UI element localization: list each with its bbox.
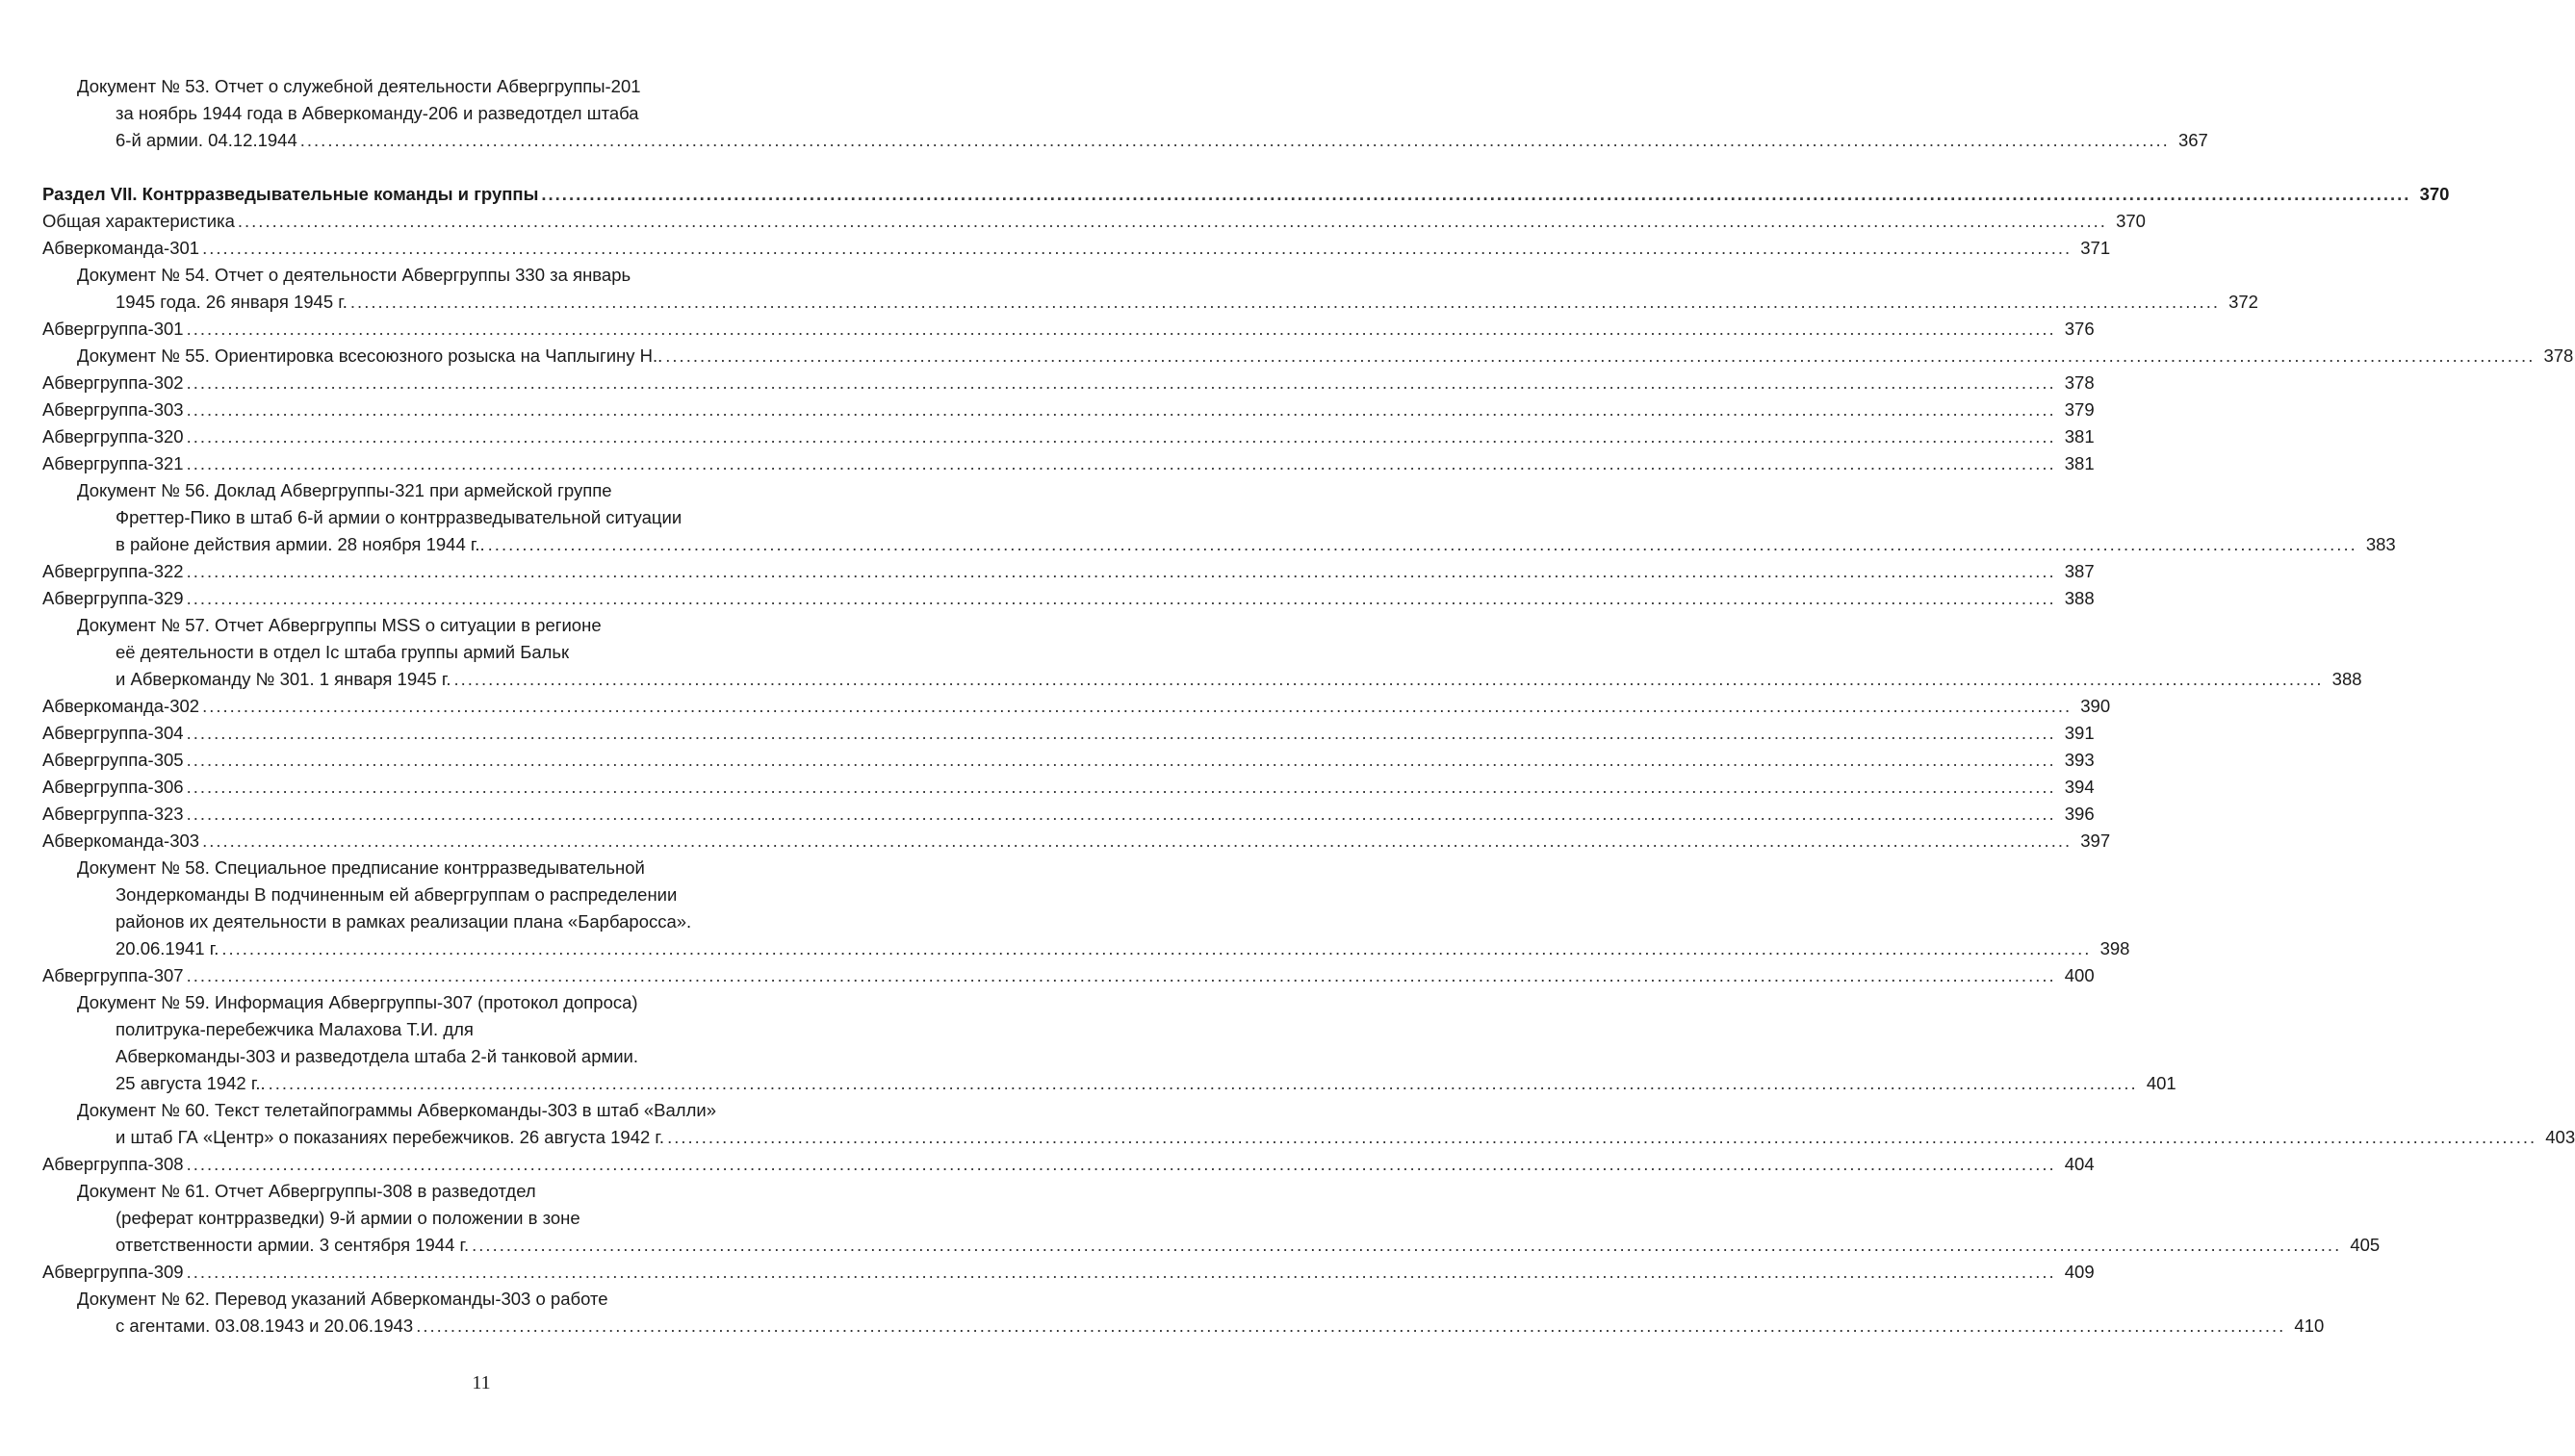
toc-document-entry bbox=[42, 262, 2258, 316]
toc-entry-text: Абверкоманда-301 bbox=[42, 238, 200, 258]
toc-section-entry bbox=[42, 801, 2095, 828]
toc-page-number: 388 bbox=[2331, 669, 2362, 689]
toc-line bbox=[42, 531, 2396, 558]
toc-line bbox=[42, 235, 2111, 262]
toc-entry-text: с агентами. 03.08.1943 и 20.06.1943 bbox=[116, 1316, 414, 1336]
toc-page-number: 400 bbox=[2064, 965, 2095, 985]
toc-entry-text: Документ № 53. Отчет о служебной деятельности Абвергруппы-201 bbox=[77, 76, 641, 96]
toc-entry-text: Документ № 61. Отчет Абвергруппы-308 в разведотдел bbox=[77, 1181, 536, 1201]
dot-leader bbox=[416, 1313, 2285, 1340]
toc-line bbox=[42, 262, 863, 289]
toc-entry-text: 6-й армии. 04.12.1944 bbox=[116, 130, 297, 150]
toc-entry-text: Абверкоманда-302 bbox=[42, 696, 200, 716]
dot-leader bbox=[187, 585, 2056, 612]
toc-line bbox=[42, 774, 2095, 801]
toc-page-number: 378 bbox=[2064, 372, 2095, 393]
toc-document-entry bbox=[42, 989, 2176, 1097]
toc-entry-text: ответственности армии. 3 сентября 1944 г. bbox=[116, 1235, 470, 1255]
toc-entry-text: Документ № 56. Доклад Абвергруппы-321 при армейской группе bbox=[77, 480, 612, 500]
toc-entry-text: Документ № 54. Отчет о деятельности Абвергруппы 330 за январь bbox=[77, 265, 631, 285]
toc-page-number: 371 bbox=[2080, 238, 2111, 258]
dot-leader bbox=[187, 1151, 2056, 1178]
toc-section-entry bbox=[42, 423, 2095, 450]
dot-leader bbox=[187, 558, 2056, 585]
toc-entry-text: Документ № 60. Текст телетайпограммы Абверкоманды-303 в штаб «Валли» bbox=[77, 1100, 717, 1120]
toc-page-number: 381 bbox=[2064, 453, 2095, 473]
toc-entry-text: районов их деятельности в рамках реализации плана «Барбаросса». bbox=[116, 911, 692, 932]
toc-section-entry bbox=[42, 1151, 2095, 1178]
toc-entry-text: Абвергруппа-322 bbox=[42, 561, 184, 581]
toc-line bbox=[42, 720, 2095, 747]
toc-section-entry bbox=[42, 396, 2095, 423]
toc-document-entry bbox=[42, 1178, 2381, 1259]
toc-line bbox=[42, 855, 863, 881]
toc-line bbox=[42, 208, 2146, 235]
toc-page-number: 379 bbox=[2064, 399, 2095, 420]
toc-line bbox=[42, 127, 2208, 154]
dot-leader bbox=[453, 666, 2323, 693]
toc-entry-text: Раздел VII. Контрразведывательные команды и группы bbox=[42, 184, 539, 204]
toc-entry-text: 1945 года. 26 января 1945 г. bbox=[116, 292, 348, 312]
toc-line bbox=[42, 289, 2258, 316]
toc-section-entry bbox=[42, 585, 2095, 612]
toc-entry-text: (реферат контрразведки) 9-й армии о положении в зоне bbox=[116, 1208, 580, 1228]
toc-page-number: 403 bbox=[2545, 1127, 2575, 1147]
table-of-contents bbox=[42, 73, 2575, 1340]
toc-page-number: 410 bbox=[2294, 1316, 2325, 1336]
dot-leader bbox=[238, 208, 2107, 235]
toc-entry-text: за ноябрь 1944 года в Абверкоманду-206 и разведотдел штаба bbox=[116, 103, 639, 123]
toc-entry-text: Абверкоманда-303 bbox=[42, 830, 200, 851]
toc-document-entry bbox=[42, 343, 2574, 370]
toc-line bbox=[42, 962, 2095, 989]
toc-line bbox=[42, 1043, 863, 1070]
dot-leader bbox=[202, 828, 2072, 855]
toc-section-entry bbox=[42, 1259, 2095, 1286]
toc-line bbox=[42, 100, 863, 127]
dot-leader bbox=[187, 423, 2056, 450]
toc-section-entry bbox=[42, 747, 2095, 774]
toc-entry-text: Зондеркоманды В подчиненным ей абвергруппам о распределении bbox=[116, 884, 678, 905]
toc-line bbox=[42, 801, 2095, 828]
toc-section-entry bbox=[42, 828, 2111, 855]
toc-section-entry bbox=[42, 558, 2095, 585]
dot-leader bbox=[350, 289, 2220, 316]
dot-leader bbox=[667, 1124, 2536, 1151]
section-gap bbox=[42, 154, 863, 181]
toc-entry-text: Абвергруппа-323 bbox=[42, 804, 184, 824]
toc-entry-text: Абвергруппа-308 bbox=[42, 1154, 184, 1174]
toc-page-number: 370 bbox=[2419, 184, 2450, 204]
toc-line bbox=[42, 396, 2095, 423]
toc-line bbox=[42, 693, 2111, 720]
toc-entry-text: и Абверкоманду № 301. 1 января 1945 г. bbox=[116, 669, 451, 689]
toc-document-entry bbox=[42, 73, 2208, 154]
toc-entry-text: политрука-перебежчика Малахова Т.И. для bbox=[116, 1019, 474, 1039]
dot-leader bbox=[187, 720, 2056, 747]
toc-line bbox=[42, 477, 863, 504]
toc-line bbox=[42, 666, 2362, 693]
toc-page-number: 394 bbox=[2064, 777, 2095, 797]
toc-line bbox=[42, 1259, 2095, 1286]
dot-leader bbox=[187, 450, 2056, 477]
dot-leader bbox=[202, 693, 2072, 720]
toc-line bbox=[42, 989, 863, 1016]
toc-section-entry bbox=[42, 962, 2095, 989]
toc-line bbox=[42, 1151, 2095, 1178]
toc-entry-text: Абвергруппа-309 bbox=[42, 1262, 184, 1282]
toc-page-number: 398 bbox=[2099, 938, 2130, 958]
toc-entry-text: Абвергруппа-302 bbox=[42, 372, 184, 393]
dot-leader bbox=[187, 774, 2056, 801]
toc-page-number: 405 bbox=[2350, 1235, 2381, 1255]
toc-pre-list bbox=[42, 73, 2208, 154]
toc-section-entry bbox=[42, 774, 2095, 801]
dot-leader bbox=[187, 962, 2056, 989]
toc-section-entry bbox=[42, 235, 2111, 262]
toc-entry-text: Документ № 57. Отчет Абвергруппы MSS о ситуации в регионе bbox=[77, 615, 602, 635]
toc-section-entry bbox=[42, 208, 2146, 235]
toc-line bbox=[42, 1205, 863, 1232]
toc-line bbox=[42, 370, 2095, 396]
toc-line bbox=[42, 504, 863, 531]
toc-section-entry bbox=[42, 720, 2095, 747]
dot-leader bbox=[221, 935, 2091, 962]
dot-leader bbox=[187, 1259, 2056, 1286]
toc-page-number: 404 bbox=[2064, 1154, 2095, 1174]
toc-page-number: 390 bbox=[2080, 696, 2111, 716]
toc-line bbox=[42, 747, 2095, 774]
dot-leader bbox=[472, 1232, 2341, 1259]
toc-line bbox=[42, 343, 2574, 370]
toc-page-number: 370 bbox=[2116, 211, 2146, 231]
toc-page-number: 372 bbox=[2228, 292, 2258, 312]
toc-entry-text: Абвергруппа-306 bbox=[42, 777, 184, 797]
toc-document-entry bbox=[42, 1286, 2325, 1340]
toc-page-number: 388 bbox=[2064, 588, 2095, 608]
toc-entry-text: 25 августа 1942 г.. bbox=[116, 1073, 266, 1093]
toc-line bbox=[42, 585, 2095, 612]
toc-line bbox=[42, 1178, 863, 1205]
dot-leader bbox=[187, 370, 2056, 396]
toc-entry-text: Абвергруппа-305 bbox=[42, 750, 184, 770]
toc-line bbox=[42, 935, 2130, 962]
toc-line bbox=[42, 1016, 863, 1043]
toc-entry-text: Документ № 59. Информация Абвергруппы-307 (протокол допроса) bbox=[77, 992, 638, 1012]
toc-entry-text: Документ № 62. Перевод указаний Абверкоманды-303 о работе bbox=[77, 1289, 608, 1309]
toc-line bbox=[42, 73, 863, 100]
toc-entry-text: Фреттер-Пико в штаб 6-й армии о контрразведывательной ситуации bbox=[116, 507, 682, 527]
toc-line bbox=[42, 1286, 863, 1313]
toc-page-number: 396 bbox=[2064, 804, 2095, 824]
toc-line bbox=[42, 1313, 2325, 1340]
toc-entry-text: Абвергруппа-307 bbox=[42, 965, 184, 985]
toc-line bbox=[42, 1097, 863, 1124]
toc-document-entry bbox=[42, 477, 2396, 558]
dot-leader bbox=[187, 801, 2056, 828]
dot-leader bbox=[665, 343, 2535, 370]
toc-section-entry bbox=[42, 316, 2095, 343]
dot-leader bbox=[269, 1070, 2138, 1097]
toc-line bbox=[42, 828, 2111, 855]
toc-entry-text: 20.06.1941 г. bbox=[116, 938, 219, 958]
toc-line bbox=[42, 558, 2095, 585]
toc-line bbox=[42, 423, 2095, 450]
toc-page-number: 397 bbox=[2080, 830, 2111, 851]
toc-entry-text: Абвергруппа-329 bbox=[42, 588, 184, 608]
toc-line bbox=[42, 612, 863, 639]
toc-page-number: 367 bbox=[2177, 130, 2208, 150]
toc-page-number: 409 bbox=[2064, 1262, 2095, 1282]
toc-section-entry bbox=[42, 693, 2111, 720]
toc-entry-text: Документ № 55. Ориентировка всесоюзного розыска на Чаплыгину Н.. bbox=[77, 345, 663, 366]
toc-line bbox=[42, 639, 863, 666]
toc-page-number: 376 bbox=[2064, 319, 2095, 339]
toc-section-entry bbox=[42, 450, 2095, 477]
toc-section-entry bbox=[42, 181, 2450, 208]
toc-line bbox=[42, 908, 863, 935]
toc-page-number: 383 bbox=[2365, 534, 2396, 554]
toc-entry-text: Абвергруппа-304 bbox=[42, 723, 184, 743]
toc-entry-text: в районе действия армии. 28 ноября 1944 г.. bbox=[116, 534, 485, 554]
toc-entry-text: и штаб ГА «Центр» о показаниях перебежчиков. 26 августа 1942 г. bbox=[116, 1127, 665, 1147]
toc-line bbox=[42, 450, 2095, 477]
toc-page-number: 391 bbox=[2064, 723, 2095, 743]
toc-page-number: 401 bbox=[2146, 1073, 2176, 1093]
dot-leader bbox=[187, 747, 2056, 774]
toc-line bbox=[42, 1070, 2176, 1097]
toc-page-number: 381 bbox=[2064, 426, 2095, 447]
toc-entry-text: Абвергруппа-320 bbox=[42, 426, 184, 447]
toc-entry-text: Абвергруппа-303 bbox=[42, 399, 184, 420]
dot-leader bbox=[541, 181, 2410, 208]
dot-leader bbox=[187, 396, 2056, 423]
toc-line bbox=[42, 316, 2095, 343]
toc-line bbox=[42, 1124, 2575, 1151]
toc-entry-text: Абверкоманды-303 и разведотдела штаба 2-й танковой армии. bbox=[116, 1046, 639, 1066]
dot-leader bbox=[488, 531, 2357, 558]
toc-document-entry bbox=[42, 1097, 2575, 1151]
page-number: 11 bbox=[472, 1372, 491, 1393]
toc-page-number: 387 bbox=[2064, 561, 2095, 581]
dot-leader bbox=[202, 235, 2072, 262]
toc-page-number: 378 bbox=[2543, 345, 2574, 366]
toc-page-number: 393 bbox=[2064, 750, 2095, 770]
toc-line bbox=[42, 181, 2450, 208]
dot-leader bbox=[300, 127, 2170, 154]
toc-main-list bbox=[42, 181, 2575, 1340]
toc-entry-text: её деятельности в отдел Ic штаба группы армий Бальк bbox=[116, 642, 570, 662]
toc-entry-text: Абвергруппа-301 bbox=[42, 319, 184, 339]
toc-entry-text: Общая характеристика bbox=[42, 211, 235, 231]
toc-document-entry bbox=[42, 855, 2130, 962]
toc-entry-text: Абвергруппа-321 bbox=[42, 453, 184, 473]
toc-line bbox=[42, 1232, 2381, 1259]
toc-entry-text: Документ № 58. Специальное предписание контрразведывательной bbox=[77, 857, 645, 878]
toc-line bbox=[42, 881, 863, 908]
dot-leader bbox=[187, 316, 2056, 343]
toc-document-entry bbox=[42, 612, 2362, 693]
toc-section-entry bbox=[42, 370, 2095, 396]
